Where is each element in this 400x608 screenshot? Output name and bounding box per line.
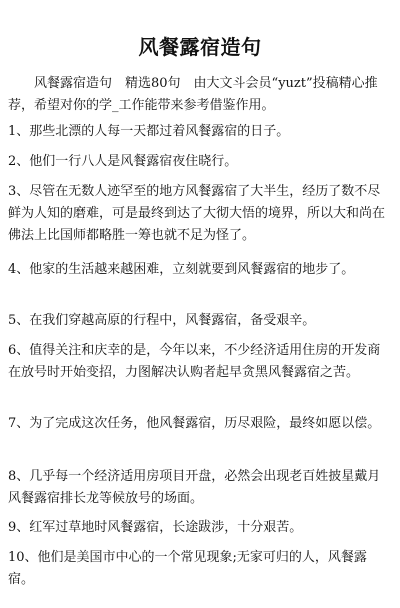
- sentence-item: 5、在我们穿越高原的行程中，风餐露宿，备受艰辛。: [8, 313, 316, 328]
- sentence-item: 7、为了完成这次任务，他风餐露宿，历尽艰险，最终如愿以偿。: [8, 416, 381, 431]
- sentence-item: 2、他们一行八人是风餐露宿夜住晓行。: [8, 154, 238, 169]
- sentence-item: 6、值得关注和庆幸的是，今年以来，不少经济适用住房的开发商在放号时开始变招，力图解决认购者起早贪黑风餐露宿之苦。: [8, 343, 381, 380]
- sentence-item: 8、几乎每一个经济适用房项目开盘，必然会出现老百姓披星戴月风餐露宿排长龙等候放号的场面。: [8, 469, 381, 506]
- sentence-item: 3、尽管在无数人迹罕至的地方风餐露宿了大半生，经历了数不尽鲜为人知的磨难，可是最终到达了大彻大悟的境界，所以大和尚在佛法上比国师都略胜一筹也就不足为怪了。: [8, 184, 386, 243]
- sentence-item: 9、红军过草地时风餐露宿，长途跋涉，十分艰苦。: [8, 520, 303, 535]
- intro-paragraph: 风餐露宿造句 精选80句 由大文斗会员“yuzt”投稿精心推荐，希望对你的学_工作能带来参考借鉴作用。: [8, 76, 378, 113]
- sentence-item: 4、他家的生活越来越困难，立刻就要到风餐露宿的地步了。: [8, 262, 355, 277]
- sentence-item: 10、他们是美国市中心的一个常见现象;无家可归的人，风餐露宿。: [8, 550, 367, 587]
- page-title: 风餐露宿造句: [138, 35, 262, 59]
- sentence-item: 1、那些北漂的人每一天都过着风餐露宿的日子。: [8, 124, 290, 139]
